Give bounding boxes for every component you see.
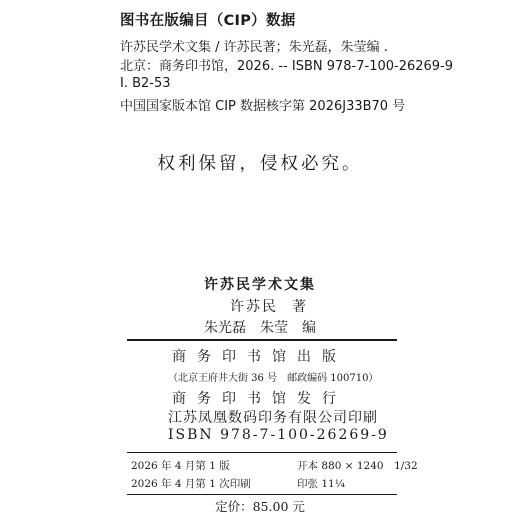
cip-line-title-author: 许苏民学术文集 / 许苏民著；朱光磊，朱莹编 . (120, 40, 388, 55)
price-line: 定价：85.00 元 (215, 499, 305, 514)
cip-line-publication: 北京：商务印书馆，2026. -- ISBN 978-7-100-26269-9 (120, 59, 454, 74)
edition-info: 2026 年 4 月第 1 版 (131, 460, 230, 472)
editor-role: 编 (302, 320, 316, 336)
printer-line: 江苏凤凰数码印务有限公司印刷 (168, 410, 378, 426)
author-name: 许苏民 (230, 299, 278, 315)
publisher-line: 商务印书馆出版 (172, 349, 347, 365)
format-info: 开本 880 × 1240 1/32 (297, 460, 418, 472)
colophon-bottom-rule (127, 494, 397, 495)
isbn-line: ISBN 978-7-100-26269-9 (168, 427, 389, 443)
rights-notice: 权利保留，侵权必究。 (157, 154, 363, 174)
distributor-line: 商务印书馆发行 (172, 391, 347, 407)
author-role: 著 (292, 299, 306, 315)
cip-line-record-number: 中国国家版本馆 CIP 数据核字第 2026J33B70 号 (120, 99, 406, 114)
publisher-address: （北京王府井大街 36 号 邮政编码 100710） (168, 373, 379, 384)
editor-names: 朱光磊 朱莹 (204, 320, 288, 336)
colophon-middle-rule (127, 452, 397, 453)
author-line (230, 296, 306, 316)
sheets-info: 印张 11¼ (297, 478, 345, 490)
book-title: 许苏民学术文集 (204, 277, 316, 293)
cip-line-classification: I. B2-53 (120, 76, 171, 91)
cip-heading: 图书在版编目（CIP）数据 (120, 13, 296, 29)
colophon-top-rule (127, 339, 397, 341)
printing-info: 2026 年 4 月第 1 次印刷 (131, 478, 251, 490)
editor-line (204, 317, 316, 337)
